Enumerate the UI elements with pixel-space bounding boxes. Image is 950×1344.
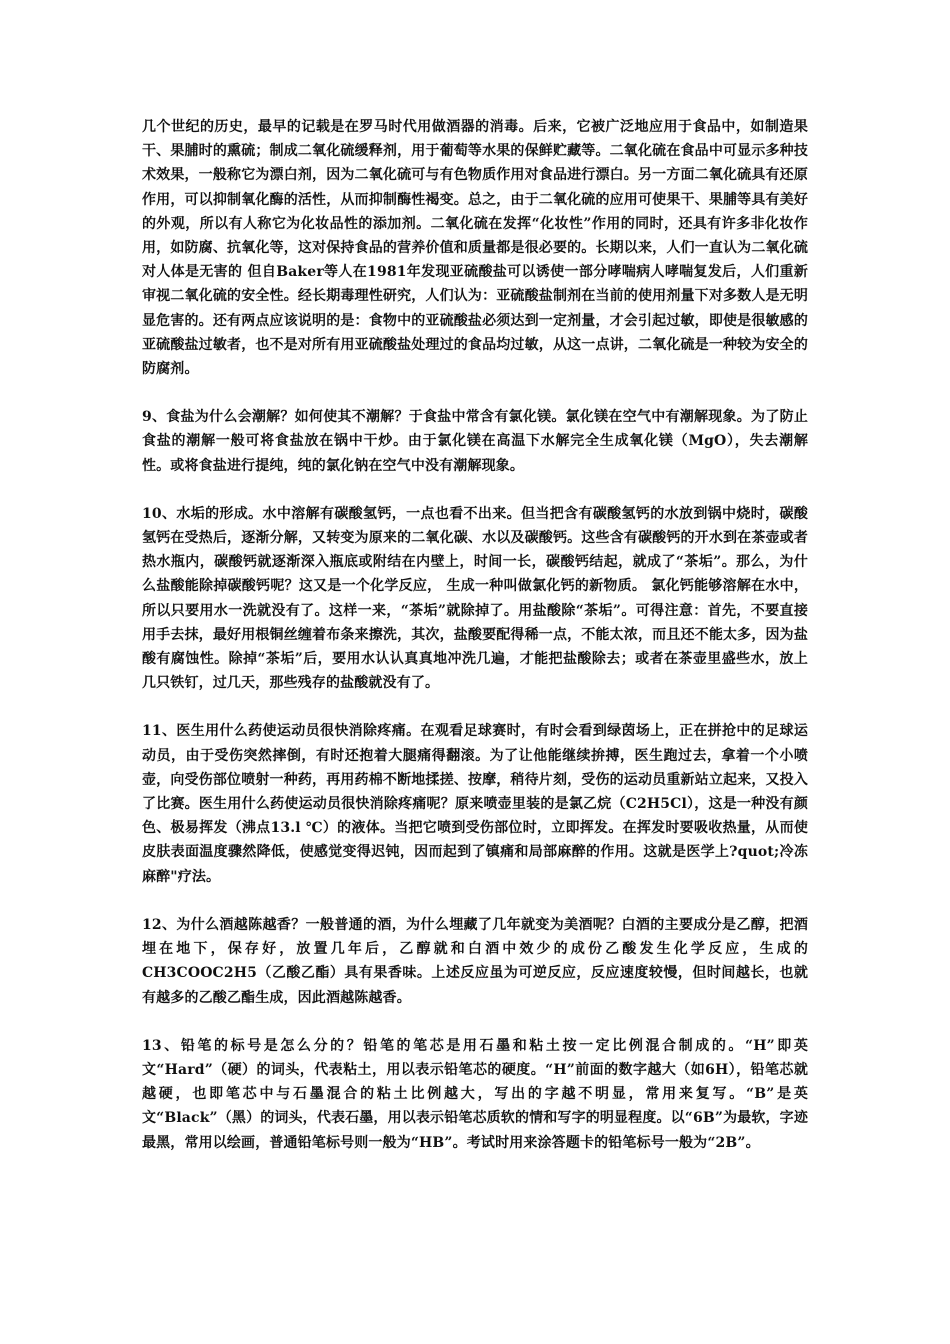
paragraph-pencil-grades: 13、铅笔的标号是怎么分的？铅笔的笔芯是用石墨和粘土按一定比例混合制成的。“H”即英文“Hard”（硬）的词头，代表粘土，用以表示铅笔芯的硬度。“H”前面的数字越大（如6H），铅笔芯就越硬，也即笔芯中与石墨混合的粘土比例越大，写出的字越不明显，常用来复写。“B”是英文“Black”（黑）的词头，代表石墨，用以表示铅笔芯质软的情和写字的明显程度。以“6B”为最软，字迹最黑，常用以绘画，普通铅笔标号则一般为“HB”。考试时用来涂答题卡的铅笔标号一般为“2B”。 <box>142 1037 808 1151</box>
paragraph-sulfur-dioxide: 几个世纪的历史，最早的记载是在罗马时代用做酒器的消毒。后来，它被广泛地应用于食品中，如制造果干、果脯时的熏硫；制成二氧化硫缓释剂，用于葡萄等水果的保鲜贮藏等。二氧化硫在食品中可显示多种技术效果，一般称它为漂白剂，因为二氧化硫可与有色物质作用对食品进行漂白。另一方面二氧化硫具有还原作用，可以抑制氧化酶的活性，从而抑制酶性褐变。总之，由于二氧化硫的应用可使果干、果脯等具有美好的外观，所以有人称它为化妆品性的添加剂。二氧化硫在发挥“化妆性”作用的同时，还具有许多非化妆作用，如防腐、抗氧化等，这对保持食品的营养价值和质量都是很必要的。长期以来，人们一直认为二氧化硫对人体是无害的 但自Baker等人在1981年发现亚硫酸盐可以诱使一部分哮喘病人哮喘复发后，人们重新审视二氧化硫的安全性。经长期毒理性研究，人们认为：亚硫酸盐制剂在当前的使用剂量下对多数人是无明显危害的。还有两点应该说明的是：食物中的亚硫酸盐必须达到一定剂量，才会引起过敏，即使是很敏感的亚硫酸盐过敏者，也不是对所有用亚硫酸盐处理过的食品均过敏，从这一点讲，二氧化硫是一种较为安全的防腐剂。 <box>142 119 808 378</box>
paragraph-salt-deliquescence: 9、食盐为什么会潮解？如何使其不潮解？于食盐中常含有氯化镁。氯化镁在空气中有潮解现象。为了防止食盐的潮解一般可将食盐放在锅中干炒。由于氯化镁在高温下水解完全生成氧化镁（MgO），失去潮解性。或将食盐进行提纯，纯的氯化钠在空气中没有潮解现象。 <box>142 409 808 474</box>
document-body <box>142 115 808 1179</box>
paragraph-aged-liquor: 12、为什么酒越陈越香？一般普通的酒，为什么埋藏了几年就变为美酒呢？白酒的主要成分是乙醇，把酒埋在地下，保存好，放置几年后，乙醇就和白酒中效少的成份乙酸发生化学反应，生成的CH3COOC2H5（乙酸乙酯）具有果香味。上述反应虽为可逆反应，反应速度较慢，但时间越长，也就有越多的乙酸乙酯生成，因此酒越陈越香。 <box>142 916 808 1006</box>
paragraph-scale-formation: 10、水垢的形成。水中溶解有碳酸氢钙，一点也看不出来。但当把含有碳酸氢钙的水放到锅中烧时，碳酸氢钙在受热后，逐渐分解，又转变为原来的二氧化碳、水以及碳酸钙。这些含有碳酸钙的开水到在茶壶或者热水瓶内，碳酸钙就逐渐深入瓶底或附结在内壁上，时间一长，碳酸钙结起，就成了“茶垢”。那么，为什么盐酸能除掉碳酸钙呢？这又是一个化学反应， 生成一种叫做氯化钙的新物质。 氯化钙能够溶解在水中，所以只要用水一洗就没有了。这样一来，“茶垢”就除掉了。用盐酸除“茶垢”。可得注意：首先，不要直接用手去抹，最好用根铜丝缠着布条来擦洗，其次，盐酸要配得稀一点，不能太浓，而且还不能太多，因为盐酸有腐蚀性。除掉“茶垢”后，要用水认认真真地冲洗几遍，才能把盐酸除去；或者在茶壶里盛些水，放上几只铁钉，过几天，那些残存的盐酸就没有了。 <box>142 505 808 692</box>
paragraph-pain-relief-spray: 11、医生用什么药使运动员很快消除疼痛。在观看足球赛时，有时会看到绿茵场上，正在拼抢中的足球运动员，由于受伤突然摔倒，有时还抱着大腿痛得翻滚。为了让他能继续拚搏，医生跑过去，拿着一个小喷壶，向受伤部位喷射一种药，再用药棉不断地揉搓、按摩，稍待片刻，受伤的运动员重新站立起来，又投入了比赛。医生用什么药使运动员很快消除疼痛呢？原来喷壶里装的是氯乙烷（C2H5Cl），这是一种没有颜色、极易挥发（沸点13.l ℃）的液体。当把它喷到受伤部位时，立即挥发。在挥发时要吸收热量，从而使皮肤表面温度骤然降低，使感觉变得迟钝，因而起到了镇痛和局部麻醉的作用。这就是医学上?quot;冷冻麻醉"疗法。 <box>142 723 808 885</box>
